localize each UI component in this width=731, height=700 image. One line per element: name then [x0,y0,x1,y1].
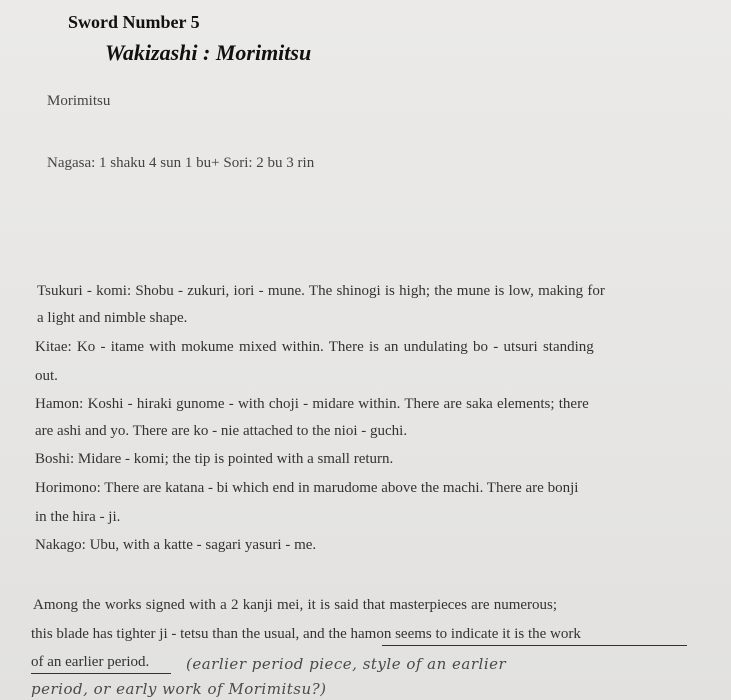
conclusion-line-2 [31,626,581,643]
underline-mark [31,673,171,674]
underline-mark [382,645,687,646]
body-line: Horimono: There are katana - bi which end in marudome above the machi. There are bonji [35,480,579,496]
body-line: Kitae: Ko - itame with mokume mixed within. There is an undulating bo - utsuri standing [35,339,594,355]
handwritten-note: period, or early work of Morimitsu?) [31,680,327,698]
body-line: Boshi: Midare - komi; the tip is pointed with a small return. [35,451,394,467]
sword-number-heading: Sword Number 5 [68,12,200,32]
handwritten-note: (earlier period piece, style of an earlier [186,655,507,673]
conclusion-line-3: of an earlier period. [31,654,150,670]
body-line: out. [35,368,58,384]
sword-title: Wakizashi : Morimitsu [105,40,312,65]
measurements-line: Nagasa: 1 shaku 4 sun 1 bu+ Sori: 2 bu 3 rin [47,155,315,171]
smith-name: Morimitsu [47,93,111,109]
body-line: a light and nimble shape. [37,310,188,326]
body-line: Nakago: Ubu, with a katte - sagari yasuri - me. [35,537,317,553]
body-line: in the hira - ji. [35,509,121,525]
body-line: are ashi and yo. There are ko - nie attached to the nioi - guchi. [35,423,408,439]
body-line: Tsukuri - komi: Shobu - zukuri, iori - mune. The shinogi is high; the mune is low, making for [37,283,605,299]
conclusion-text: this blade has tighter ji - tetsu than the usual, and [31,626,329,642]
body-line: Hamon: Koshi - hiraki gunome - with choji - midare within. There are saka elements; there [35,396,589,412]
conclusion-line-1: Among the works signed with a 2 kanji mei, it is said that masterpieces are numerous; [33,597,558,613]
underlined-text: the hamon seems to indicate it is the work [328,626,581,642]
